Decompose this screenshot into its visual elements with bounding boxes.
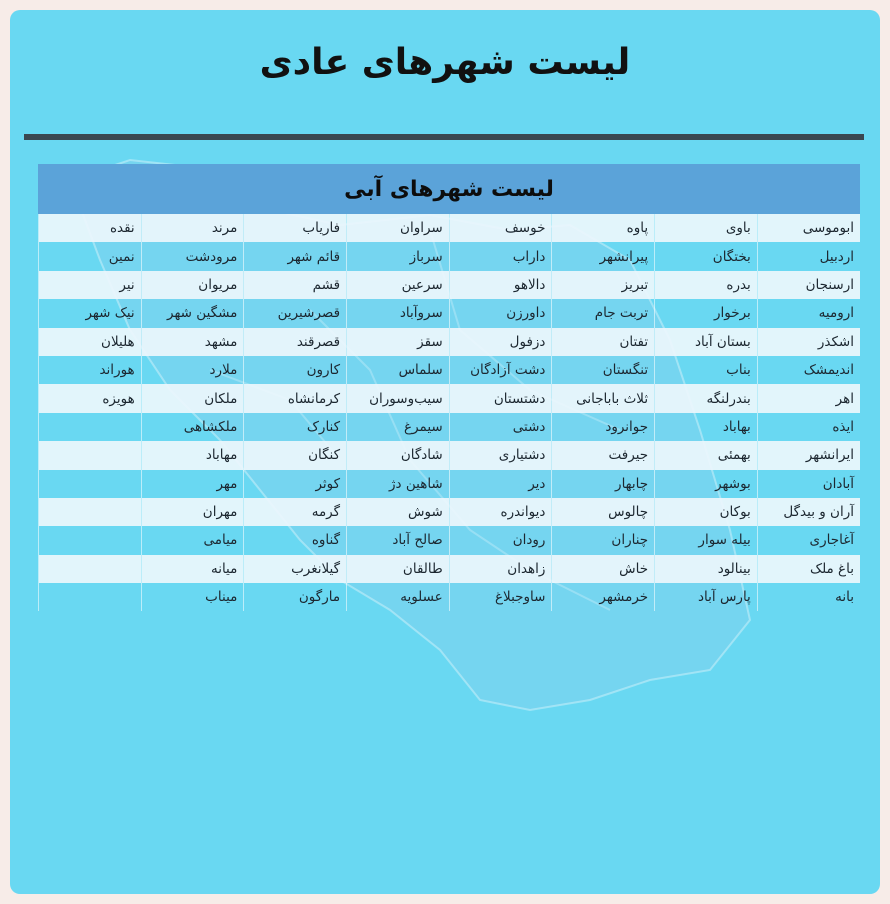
table-cell bbox=[39, 441, 142, 469]
table-cell: سلماس bbox=[347, 356, 450, 384]
table-cell: اشکذر bbox=[757, 328, 860, 356]
table-cell: گیلانغرب bbox=[244, 555, 347, 583]
table-cell: دیواندره bbox=[449, 498, 552, 526]
table-cell: دالاهو bbox=[449, 271, 552, 299]
table-cell: پیرانشهر bbox=[552, 242, 655, 270]
table-cell: تنگستان bbox=[552, 356, 655, 384]
table-cell: نمین bbox=[39, 242, 142, 270]
table-cell: هویزه bbox=[39, 384, 142, 412]
table-row bbox=[39, 299, 861, 327]
table-cell: اهر bbox=[757, 384, 860, 412]
table-cell: تفتان bbox=[552, 328, 655, 356]
table-row bbox=[39, 498, 861, 526]
table-cell: داراب bbox=[449, 242, 552, 270]
table-cell: هوراند bbox=[39, 356, 142, 384]
table-cell: شادگان bbox=[347, 441, 450, 469]
table-cell: عسلویه bbox=[347, 583, 450, 611]
table-cell: سیب‌وسوران bbox=[347, 384, 450, 412]
table-row bbox=[39, 583, 861, 611]
table-cell: اندیمشک bbox=[757, 356, 860, 384]
table-cell: بستان آباد bbox=[655, 328, 758, 356]
table-cell: بیله سوار bbox=[655, 526, 758, 554]
table-row bbox=[39, 470, 861, 498]
table-row bbox=[39, 384, 861, 412]
table-row bbox=[39, 441, 861, 469]
table-cell: بختگان bbox=[655, 242, 758, 270]
table-cell: مهران bbox=[141, 498, 244, 526]
table-cell: هلیلان bbox=[39, 328, 142, 356]
table-cell: باوی bbox=[655, 214, 758, 242]
table-cell: دزفول bbox=[449, 328, 552, 356]
table-cell bbox=[39, 413, 142, 441]
table-cell: سراوان bbox=[347, 214, 450, 242]
table-cell: نقده bbox=[39, 214, 142, 242]
table-cell: سقز bbox=[347, 328, 450, 356]
table-cell: آران و بیدگل bbox=[757, 498, 860, 526]
table-cell: کنگان bbox=[244, 441, 347, 469]
table-cell: سرعین bbox=[347, 271, 450, 299]
table-cell: دیر bbox=[449, 470, 552, 498]
table-row bbox=[39, 271, 861, 299]
table-cell: مشهد bbox=[141, 328, 244, 356]
table-cell: بناب bbox=[655, 356, 758, 384]
table-cell: بینالود bbox=[655, 555, 758, 583]
table-cell bbox=[39, 526, 142, 554]
table-row bbox=[39, 413, 861, 441]
table-cell: جیرفت bbox=[552, 441, 655, 469]
table-cell: بهاباد bbox=[655, 413, 758, 441]
table-cell: تربت جام bbox=[552, 299, 655, 327]
table-cell: دشتیاری bbox=[449, 441, 552, 469]
table-cell bbox=[39, 498, 142, 526]
table-row bbox=[39, 328, 861, 356]
table-cell: کوثر bbox=[244, 470, 347, 498]
table-cell: سروآباد bbox=[347, 299, 450, 327]
table-cell: ارومیه bbox=[757, 299, 860, 327]
table-cell: مارگون bbox=[244, 583, 347, 611]
table-cell: آغاجاری bbox=[757, 526, 860, 554]
table-cell: مشگین شهر bbox=[141, 299, 244, 327]
table-cell: ابوموسی bbox=[757, 214, 860, 242]
table-cell: چالوس bbox=[552, 498, 655, 526]
table-cell: صالح آباد bbox=[347, 526, 450, 554]
table-cell: آبادان bbox=[757, 470, 860, 498]
table-cell: ایذه bbox=[757, 413, 860, 441]
table-cell: زاهدان bbox=[449, 555, 552, 583]
title-divider bbox=[24, 134, 864, 140]
table-cell: میامی bbox=[141, 526, 244, 554]
table-cell: گناوه bbox=[244, 526, 347, 554]
table-cell: کرمانشاه bbox=[244, 384, 347, 412]
table-cell: قشم bbox=[244, 271, 347, 299]
table-row bbox=[39, 356, 861, 384]
table-cell: کنارک bbox=[244, 413, 347, 441]
table-cell: رودان bbox=[449, 526, 552, 554]
table-cell: سرباز bbox=[347, 242, 450, 270]
table-cell: ملکشاهی bbox=[141, 413, 244, 441]
table-cell: بهمئی bbox=[655, 441, 758, 469]
table-cell: خوسف bbox=[449, 214, 552, 242]
table-cell: خاش bbox=[552, 555, 655, 583]
table-cell: نیر bbox=[39, 271, 142, 299]
table-cell: مرند bbox=[141, 214, 244, 242]
table-cell: دشت آزادگان bbox=[449, 356, 552, 384]
page-title: لیست شهرهای عادی bbox=[259, 42, 631, 83]
table-cell: اردبیل bbox=[757, 242, 860, 270]
cities-table bbox=[38, 164, 860, 611]
table-cell: نیک شهر bbox=[39, 299, 142, 327]
table-cell: فاریاب bbox=[244, 214, 347, 242]
table-cell: چناران bbox=[552, 526, 655, 554]
table-row bbox=[39, 526, 861, 554]
table-cell: کارون bbox=[244, 356, 347, 384]
page-card bbox=[10, 10, 880, 894]
table-cell: پارس آباد bbox=[655, 583, 758, 611]
table-cell: مهاباد bbox=[141, 441, 244, 469]
table-cell: شاهین دژ bbox=[347, 470, 450, 498]
table-cell: قصرشیرین bbox=[244, 299, 347, 327]
table-cell bbox=[39, 470, 142, 498]
table-cell: ایرانشهر bbox=[757, 441, 860, 469]
table-cell: سیمرغ bbox=[347, 413, 450, 441]
table-cell: ملکان bbox=[141, 384, 244, 412]
table-cell: ساوجبلاغ bbox=[449, 583, 552, 611]
table-cell: گرمه bbox=[244, 498, 347, 526]
table-cell: دشتستان bbox=[449, 384, 552, 412]
table-cell: بوکان bbox=[655, 498, 758, 526]
table-cell: میناب bbox=[141, 583, 244, 611]
table-cell bbox=[39, 555, 142, 583]
table-cell: ثلاث باباجانی bbox=[552, 384, 655, 412]
table-cell bbox=[39, 583, 142, 611]
table-cell: قصرقند bbox=[244, 328, 347, 356]
table-cell: بدره bbox=[655, 271, 758, 299]
table-heading: لیست شهرهای آبی bbox=[38, 164, 860, 214]
table-row bbox=[39, 242, 861, 270]
table-cell: مریوان bbox=[141, 271, 244, 299]
table-cell: بانه bbox=[757, 583, 860, 611]
table-cell: طالقان bbox=[347, 555, 450, 583]
table-cell: جوانرود bbox=[552, 413, 655, 441]
table-cell: قائم شهر bbox=[244, 242, 347, 270]
table-cell: خرمشهر bbox=[552, 583, 655, 611]
table-row bbox=[39, 214, 861, 242]
table-cell: بوشهر bbox=[655, 470, 758, 498]
table-cell: شوش bbox=[347, 498, 450, 526]
table-cell: میانه bbox=[141, 555, 244, 583]
table-cell: تبریز bbox=[552, 271, 655, 299]
table-cell: ارسنجان bbox=[757, 271, 860, 299]
table-cell: باغ ملک bbox=[757, 555, 860, 583]
table-cell: دشتی bbox=[449, 413, 552, 441]
table-cell: بندرلنگه bbox=[655, 384, 758, 412]
table-cell: داورزن bbox=[449, 299, 552, 327]
table-cell: پاوه bbox=[552, 214, 655, 242]
table-row bbox=[39, 555, 861, 583]
table-cell: مرودشت bbox=[141, 242, 244, 270]
table-cell: مهر bbox=[141, 470, 244, 498]
table-cell: چابهار bbox=[552, 470, 655, 498]
cities-grid bbox=[38, 214, 860, 611]
table-cell: ملارد bbox=[141, 356, 244, 384]
table-cell: برخوار bbox=[655, 299, 758, 327]
